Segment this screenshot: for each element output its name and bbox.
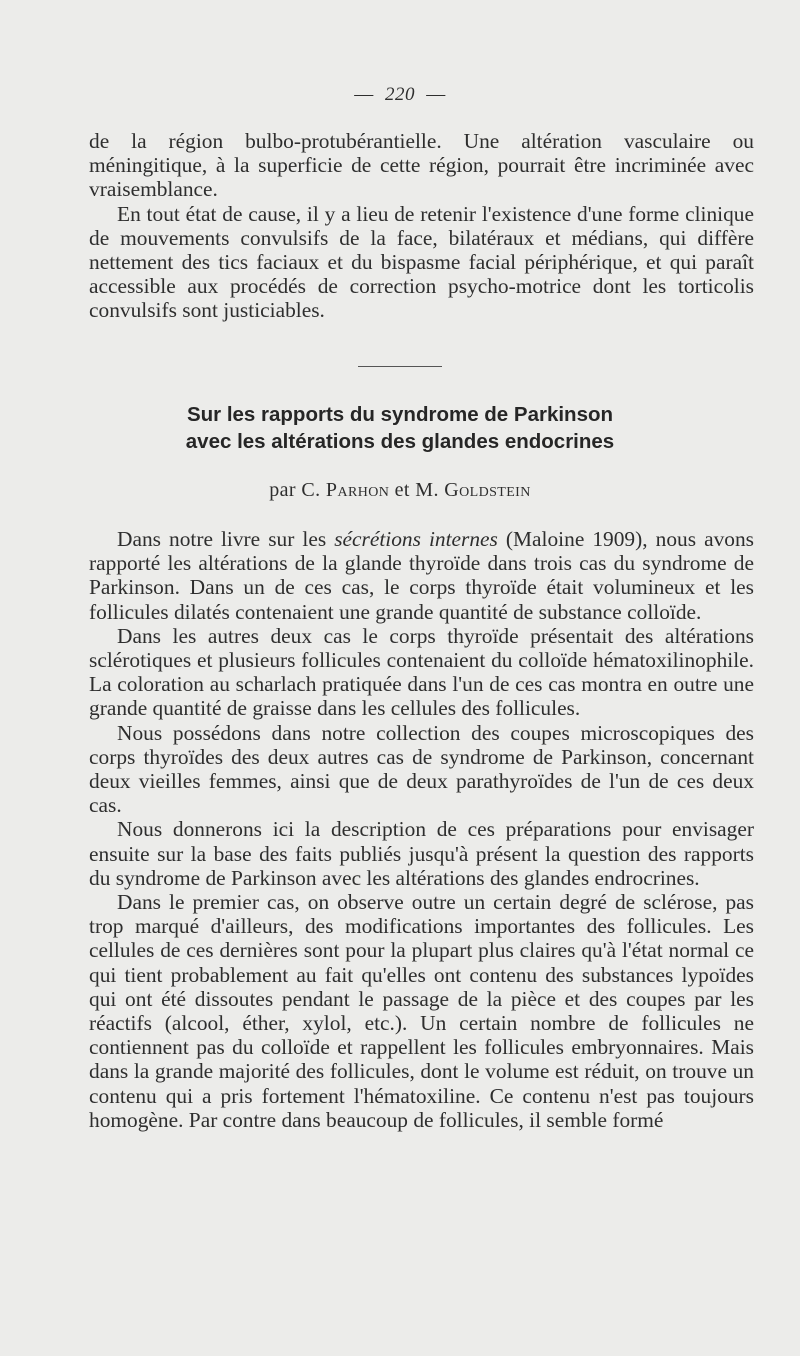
author-goldstein: Goldstein bbox=[444, 479, 531, 501]
article-title bbox=[0, 401, 800, 455]
paragraph: En tout état de cause, il y a lieu de retenir l'existence d'une forme clinique de mouvements convulsifs de la face, bilatéraux et médians, qui diffère nettement des tics faciaux et du bispasme facial périphérique, et qui paraît accessible aux procédés de correction psycho-motrice dont les torticolis convulsifs sont justiciables. bbox=[89, 201, 754, 323]
page-number-dash-right: — bbox=[426, 84, 446, 105]
paragraph: Nous donnerons ici la description de ces préparations pour envisager ensuite sur la base des faits publiés jusqu'à présent la question des rapports du syndrome de Parkinson avec les altérations des glandes endrocrines. bbox=[89, 817, 754, 890]
article-title-line-2: avec les altérations des glandes endocrines bbox=[185, 430, 615, 453]
paragraph: de la région bulbo-protubérantielle. Une altération vasculaire ou méningitique, à la superficie de cette région, pourrait être incriminée avec vraisemblance. bbox=[89, 129, 754, 202]
page-number-value: 220 bbox=[385, 84, 415, 105]
page-number bbox=[0, 84, 800, 106]
paragraph: Dans les autres deux cas le corps thyroïde présentait des altérations sclérotiques et plusieurs follicules contenaient du colloïde hématoxilinophile. La coloration au scharlach pratiquée dans l'un de ces cas montra en outre une grande quantité de graisse dans les cellules des follicules. bbox=[89, 623, 754, 721]
article-body bbox=[89, 527, 754, 1132]
previous-article-ending bbox=[89, 129, 754, 323]
section-divider bbox=[358, 366, 442, 367]
byline-par: par C. bbox=[269, 479, 326, 501]
byline-et: et M. bbox=[389, 479, 445, 501]
intro-paragraph bbox=[89, 527, 754, 624]
paragraph: Nous possédons dans notre collection des coupes microscopiques des corps thyroïdes des deux autres cas de syndrome de Parkinson, concernant deux vieilles femmes, ainsi que de deux parathyroïdes de l'un de ces deux cas. bbox=[89, 720, 754, 818]
article-title-line-1: Sur les rapports du syndrome de Parkinson bbox=[186, 403, 614, 426]
book-title: sécrétions internes bbox=[334, 527, 498, 551]
intro-text-start: Dans notre livre sur les bbox=[117, 527, 335, 551]
author-parhon: Parhon bbox=[325, 479, 390, 501]
paragraph: Dans le premier cas, on observe outre un certain degré de sclérose, pas trop marqué d'ailleurs, des modifications importantes des follicules. Les cellules de ces dernières sont pour la plupart plus claires qu'à l'état normal ce qui tient probablement au fait qu'elles ont contenu des substances lypoïdes qui ont été dissoutes pendant le passage de la pièce et des coupes par les réactifs (alcool, éther, xylol, etc.). Un certain nombre de follicules ne contiennent pas du colloïde et rappellent les follicules embryonnaires. Mais dans la grande majorité des follicules, dont le volume est réduit, on trouve un contenu qui a pris fortement l'hématoxiline. Ce contenu n'est pas toujours homogène. Par contre dans beaucoup de follicules, il semble formé bbox=[89, 890, 754, 1132]
page-number-dash-left: — bbox=[354, 84, 374, 105]
article-byline bbox=[0, 479, 800, 502]
intro-text-end: (Maloine 1909), nous avons rapporté les altérations de la glande thyroïde dans trois cas du syndrome de Parkinson. Dans un de ces cas, le corps thyroïde était volumineux et les follicules dilatés contenaient une grande quantité de substance colloïde. bbox=[89, 527, 754, 624]
